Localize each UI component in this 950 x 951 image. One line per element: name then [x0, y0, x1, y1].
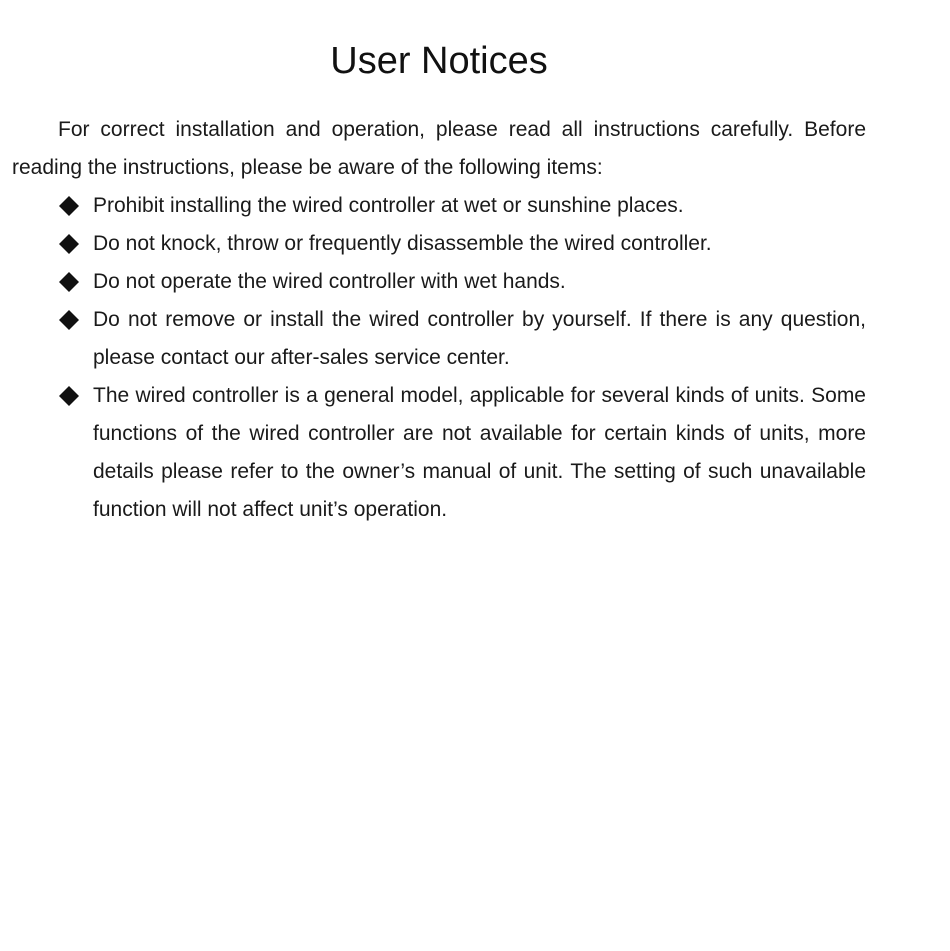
- diamond-bullet-icon: [58, 195, 80, 217]
- list-item: [58, 263, 866, 301]
- notice-text: Prohibit installing the wired controller at wet or sunshine places.: [93, 194, 684, 217]
- notice-text: Do not remove or install the wired controller by yourself. If there is any question, please contact our after-sales service center.: [93, 308, 866, 369]
- notice-text: Do not operate the wired controller with wet hands.: [93, 270, 566, 293]
- list-item: [58, 301, 866, 377]
- diamond-bullet-icon: [58, 271, 80, 293]
- notice-text: The wired controller is a general model, applicable for several kinds of units. Some functions of the wired controller are not available for certain kinds of units, more details please refer to the owner’s manual of unit. The setting of such unavailable function will not affect unit’s operation.: [93, 384, 866, 521]
- diamond-bullet-icon: [58, 233, 80, 255]
- notice-list: [58, 187, 866, 529]
- diamond-bullet-icon: [58, 309, 80, 331]
- notice-text: Do not knock, throw or frequently disassemble the wired controller.: [93, 232, 712, 255]
- intro-paragraph: For correct installation and operation, please read all instructions carefully. Before reading the instructions, please be aware of the following items:: [12, 118, 866, 179]
- diamond-bullet-icon: [58, 385, 80, 407]
- list-item: [58, 225, 866, 263]
- list-item: [58, 377, 866, 529]
- page-title: User Notices: [330, 40, 548, 82]
- list-item: [58, 187, 866, 225]
